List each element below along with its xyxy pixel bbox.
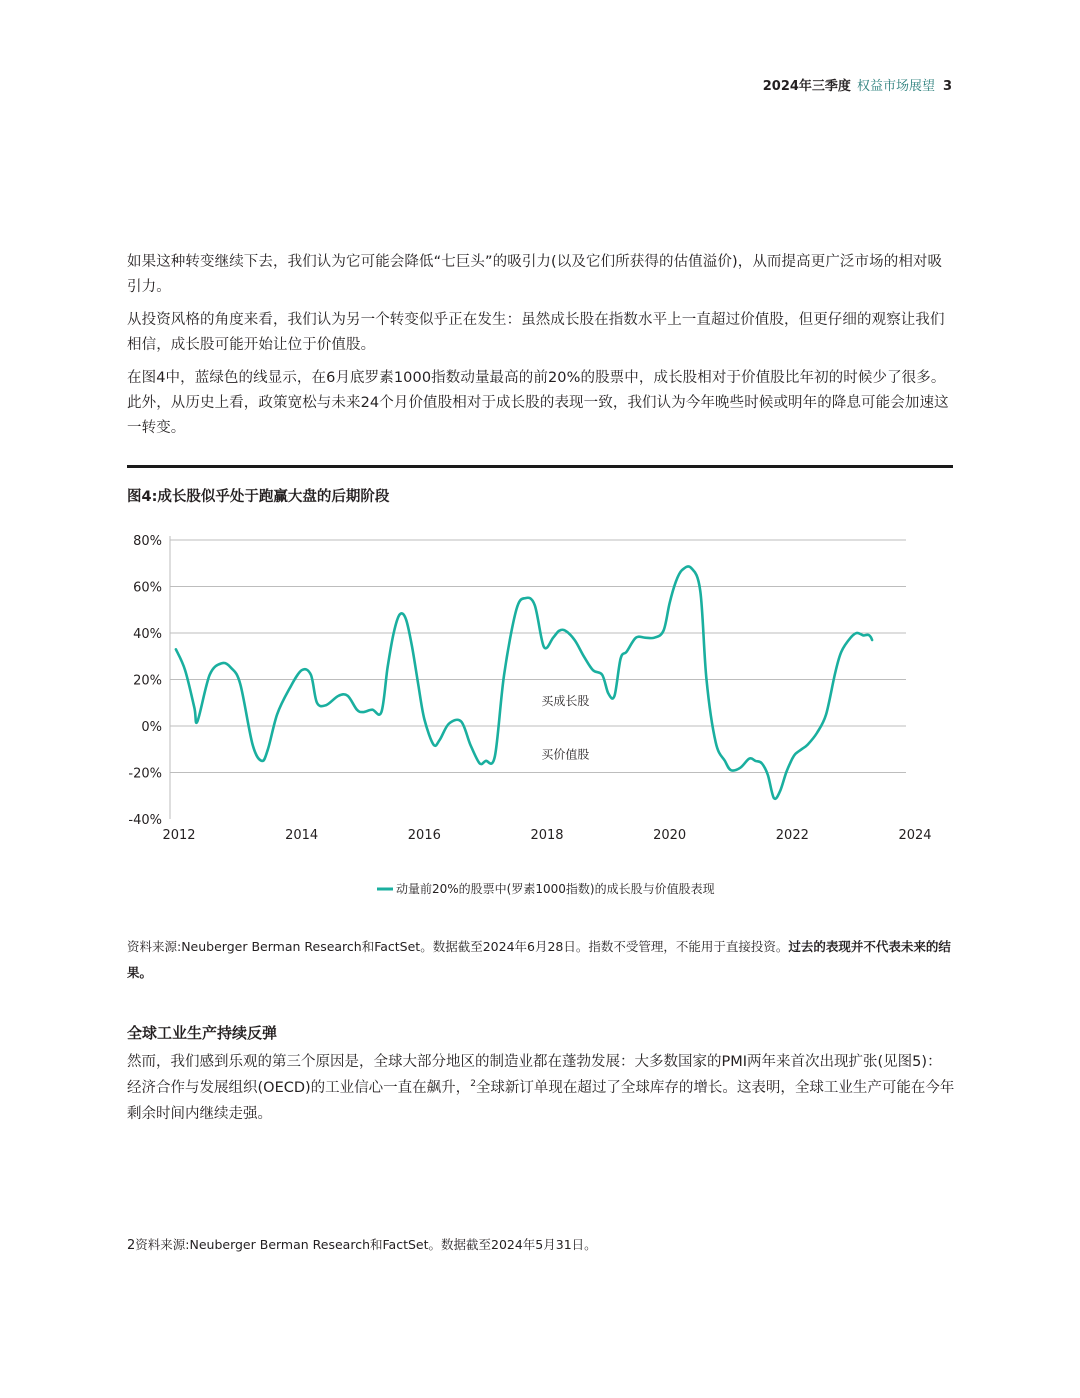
y-tick-label: 20%	[133, 673, 162, 689]
paragraph-2: 从投资风格的角度来看，我们认为另一个转变似乎正在发生：虽然成长股在指数水平上一直超过价值股，但更仔细的观察让我们相信，成长股可能开始让位于价值股。	[127, 312, 945, 353]
y-tick-label: -40%	[128, 813, 162, 828]
chart-svg	[110, 520, 940, 920]
section-body	[127, 1049, 955, 1127]
line-chart	[110, 520, 940, 920]
figure-divider	[127, 465, 953, 468]
section-body-part1: 然而，我们感到乐观的第三个原因是，全球大部分地区的制造业都在蓬勃发展：大多数国家的PMI两年来首次出现扩张(见图5)：经济合作与发展组织(OECD)的工业信心一直在飙升，	[127, 1054, 942, 1096]
figure-source	[127, 934, 955, 986]
header-topic: 权益市场展望	[856, 79, 935, 94]
footnote-number: 2	[127, 1238, 136, 1253]
y-tick-label: 80%	[133, 534, 162, 549]
x-tick-label: 2020	[653, 828, 687, 843]
source-text: 资料来源:Neuberger Berman Research和FactSet。数据截至2024年6月28日。指数不受管理，不能用于直接投资。	[127, 939, 789, 954]
body-text	[127, 250, 955, 449]
figure-title: 图4:成长股似乎处于跑赢大盘的后期阶段	[127, 489, 390, 505]
y-tick-label: 0%	[141, 720, 162, 735]
paragraph-1: 如果这种转变继续下去，我们认为它可能会降低“七巨头”的吸引力(以及它们所获得的估值溢价)，从而提高更广泛市场的相对吸引力。	[127, 254, 943, 295]
footnote	[127, 1236, 597, 1255]
section-heading: 全球工业生产持续反弹	[127, 1024, 278, 1042]
footnote-text: 资料来源:Neuberger Berman Research和FactSet。数据截至2024年5月31日。	[135, 1237, 597, 1252]
chart-annotation: 买价值股	[541, 747, 590, 762]
paragraph-3: 在图4中，蓝绿色的线显示，在6月底罗素1000指数动量最高的前20%的股票中，成长股相对于价值股比年初的时候少了很多。此外，从历史上看，政策宽松与未来24个月价值股相对于成长股的表现一致，我们认为今年晚些时候或明年的降息可能会加速这一转变。	[127, 370, 949, 436]
y-tick-label: 40%	[133, 627, 162, 642]
running-header	[763, 78, 952, 96]
x-tick-label: 2024	[898, 828, 932, 843]
x-tick-label: 2022	[775, 828, 809, 843]
x-tick-label: 2014	[285, 828, 319, 843]
x-tick-label: 2012	[162, 828, 196, 843]
x-tick-label: 2016	[407, 828, 441, 843]
x-tick-label: 2018	[530, 828, 564, 843]
series-line	[176, 566, 872, 798]
y-tick-label: 60%	[133, 580, 162, 596]
chart-annotation: 买成长股	[541, 694, 590, 709]
source-disclaimer: 过去的表现并不代表未来的结果。	[127, 939, 951, 980]
legend-label: 动量前20%的股票中(罗素1000指数)的成长股与价值股表现	[396, 882, 715, 896]
page-number: 3	[942, 79, 952, 94]
y-tick-label: -20%	[128, 766, 162, 782]
footnote-ref: 2	[470, 1079, 476, 1090]
header-year-quarter: 2024年三季度	[762, 79, 851, 94]
section-body-part2: 全球新订单现在超过了全球库存的增长。这表明，全球工业生产可能在今年剩余时间内继续走强。	[127, 1080, 955, 1122]
